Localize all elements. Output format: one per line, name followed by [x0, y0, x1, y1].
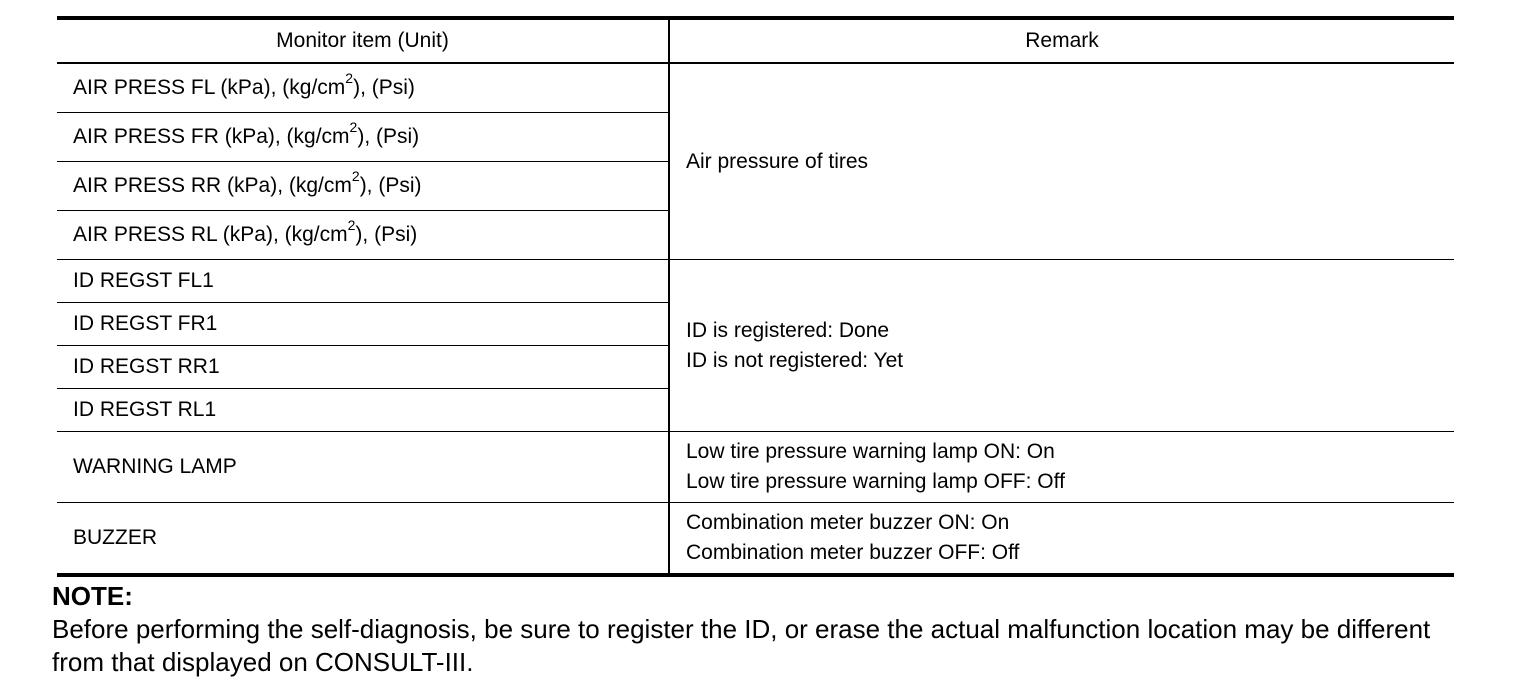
item-text: AIR PRESS RR (kPa), (kg/cm	[73, 174, 352, 197]
remark-line: Combination meter buzzer OFF: Off	[686, 541, 1020, 564]
monitor-item-table	[57, 16, 1454, 577]
monitor-item-id-regst-rr1: ID REGST RR1	[57, 346, 669, 389]
monitor-item-id-regst-rl1: ID REGST RL1	[57, 389, 669, 432]
item-text: ), (Psi)	[359, 174, 422, 197]
remark-id-registration	[669, 260, 1454, 432]
remark-line: Low tire pressure warning lamp ON: On	[686, 440, 1055, 463]
remark-line: Combination meter buzzer ON: On	[686, 511, 1010, 534]
superscript: 2	[351, 168, 360, 184]
monitor-item-air-press-fr	[57, 113, 669, 162]
superscript: 2	[345, 70, 354, 86]
remark-warning-lamp	[669, 432, 1454, 503]
remark-air-pressure: Air pressure of tires	[669, 63, 1454, 260]
monitor-item-air-press-rl	[57, 211, 669, 260]
remark-line: ID is not registered: Yet	[686, 348, 904, 372]
monitor-item-id-regst-fr1: ID REGST FR1	[57, 303, 669, 346]
item-text: ), (Psi)	[355, 223, 418, 246]
monitor-item-buzzer: BUZZER	[57, 503, 669, 576]
remark-line: Low tire pressure warning lamp OFF: Off	[686, 470, 1065, 493]
superscript: 2	[349, 119, 358, 135]
table-row	[57, 260, 1454, 303]
monitor-item-warning-lamp: WARNING LAMP	[57, 432, 669, 503]
item-text: ), (Psi)	[353, 76, 415, 99]
monitor-item-air-press-fl	[57, 63, 669, 113]
table-header-row	[57, 18, 1454, 63]
table-row	[57, 432, 1454, 503]
note-block	[52, 580, 1472, 679]
remark-line: ID is registered: Done	[686, 318, 890, 342]
item-text: AIR PRESS FL (kPa), (kg/cm	[73, 76, 346, 99]
superscript: 2	[347, 217, 356, 233]
item-text: ), (Psi)	[357, 125, 420, 148]
table-row	[57, 503, 1454, 576]
header-remark: Remark	[669, 18, 1454, 63]
note-title: NOTE:	[52, 581, 133, 611]
header-monitor-item: Monitor item (Unit)	[57, 18, 669, 63]
remark-buzzer	[669, 503, 1454, 576]
monitor-item-id-regst-fl1: ID REGST FL1	[57, 260, 669, 303]
monitor-item-air-press-rr	[57, 162, 669, 211]
item-text: AIR PRESS FR (kPa), (kg/cm	[73, 125, 350, 148]
table-row	[57, 63, 1454, 113]
item-text: AIR PRESS RL (kPa), (kg/cm	[73, 223, 348, 246]
note-text: Before performing the self-diagnosis, be sure to register the ID, or erase the actual malfunction location may be different from that displayed on CONSULT-III.	[52, 614, 1431, 677]
